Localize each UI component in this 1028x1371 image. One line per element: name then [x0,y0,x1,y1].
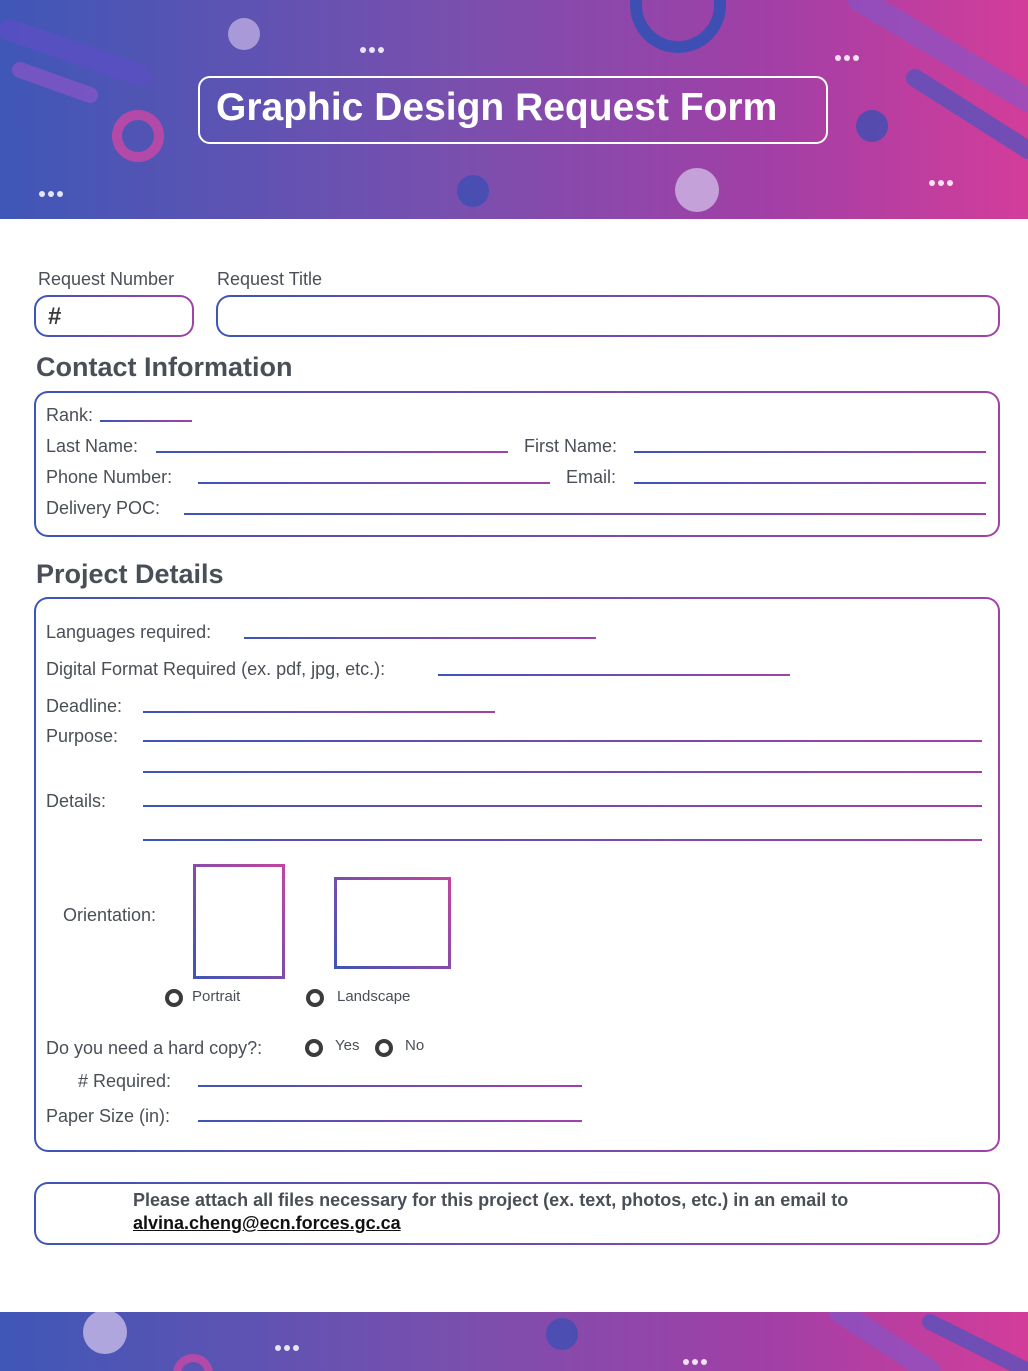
request-number-label: Request Number [38,269,175,289]
orientation-label: Orientation: [63,905,157,925]
deadline-label: Deadline: [46,696,123,716]
footer-decorations [0,1312,1028,1371]
last-name-label: Last Name: [46,436,139,456]
delivery-poc-label: Delivery POC: [46,498,161,518]
hard-copy-no-label: No [405,1037,425,1054]
request-number-field[interactable] [34,295,194,337]
hard-copy-label: Do you need a hard copy?: [46,1038,263,1058]
delivery-poc-field[interactable] [184,513,986,515]
hard-copy-yes-radio[interactable] [305,1039,323,1057]
copies-required-label: # Required: [78,1071,172,1091]
project-details-box [34,597,1000,1152]
rank-label: Rank: [46,405,94,425]
landscape-label: Landscape [337,988,411,1005]
first-name-field[interactable] [634,451,986,453]
landscape-radio[interactable] [306,989,324,1007]
copies-required-field[interactable] [198,1085,582,1087]
portrait-orientation-icon[interactable] [193,864,285,979]
details-label: Details: [46,791,107,811]
contact-email-link[interactable]: alvina.cheng@ecn.forces.gc.ca [133,1213,401,1233]
phone-number-label: Phone Number: [46,467,173,487]
footer-banner [0,1312,1028,1371]
email-field[interactable] [634,482,986,484]
paper-size-field[interactable] [198,1120,582,1122]
purpose-field-line-1[interactable] [143,740,982,742]
deadline-field[interactable] [143,711,495,713]
header-banner [0,0,1028,219]
request-number-value: # [48,303,62,330]
portrait-radio[interactable] [165,989,183,1007]
phone-number-field[interactable] [198,482,550,484]
last-name-field[interactable] [156,451,508,453]
landscape-orientation-icon[interactable] [334,877,451,969]
purpose-label: Purpose: [46,726,119,746]
contact-section-title: Contact Information [36,352,293,382]
email-label: Email: [566,467,617,487]
details-field-line-2[interactable] [143,839,982,841]
digital-format-label: Digital Format Required (ex. pdf, jpg, etc.): [46,659,386,679]
languages-field[interactable] [244,637,596,639]
hard-copy-no-radio[interactable] [375,1039,393,1057]
portrait-label: Portrait [192,988,241,1005]
paper-size-label: Paper Size (in): [46,1106,171,1126]
first-name-label: First Name: [524,436,618,456]
rank-field[interactable] [100,420,192,422]
hard-copy-yes-label: Yes [335,1037,360,1054]
title-frame [198,76,828,144]
languages-label: Languages required: [46,622,212,642]
attachment-note-text: Please attach all files necessary for this project (ex. text, photos, etc.) in an email to [133,1190,849,1210]
details-field-line-1[interactable] [143,805,982,807]
digital-format-field[interactable] [438,674,790,676]
request-title-field[interactable] [216,295,1000,337]
page-title: Graphic Design Request Form [216,86,778,129]
request-title-label: Request Title [217,269,323,289]
contact-info-box [34,391,1000,537]
project-section-title: Project Details [36,559,224,589]
purpose-field-line-2[interactable] [143,771,982,773]
